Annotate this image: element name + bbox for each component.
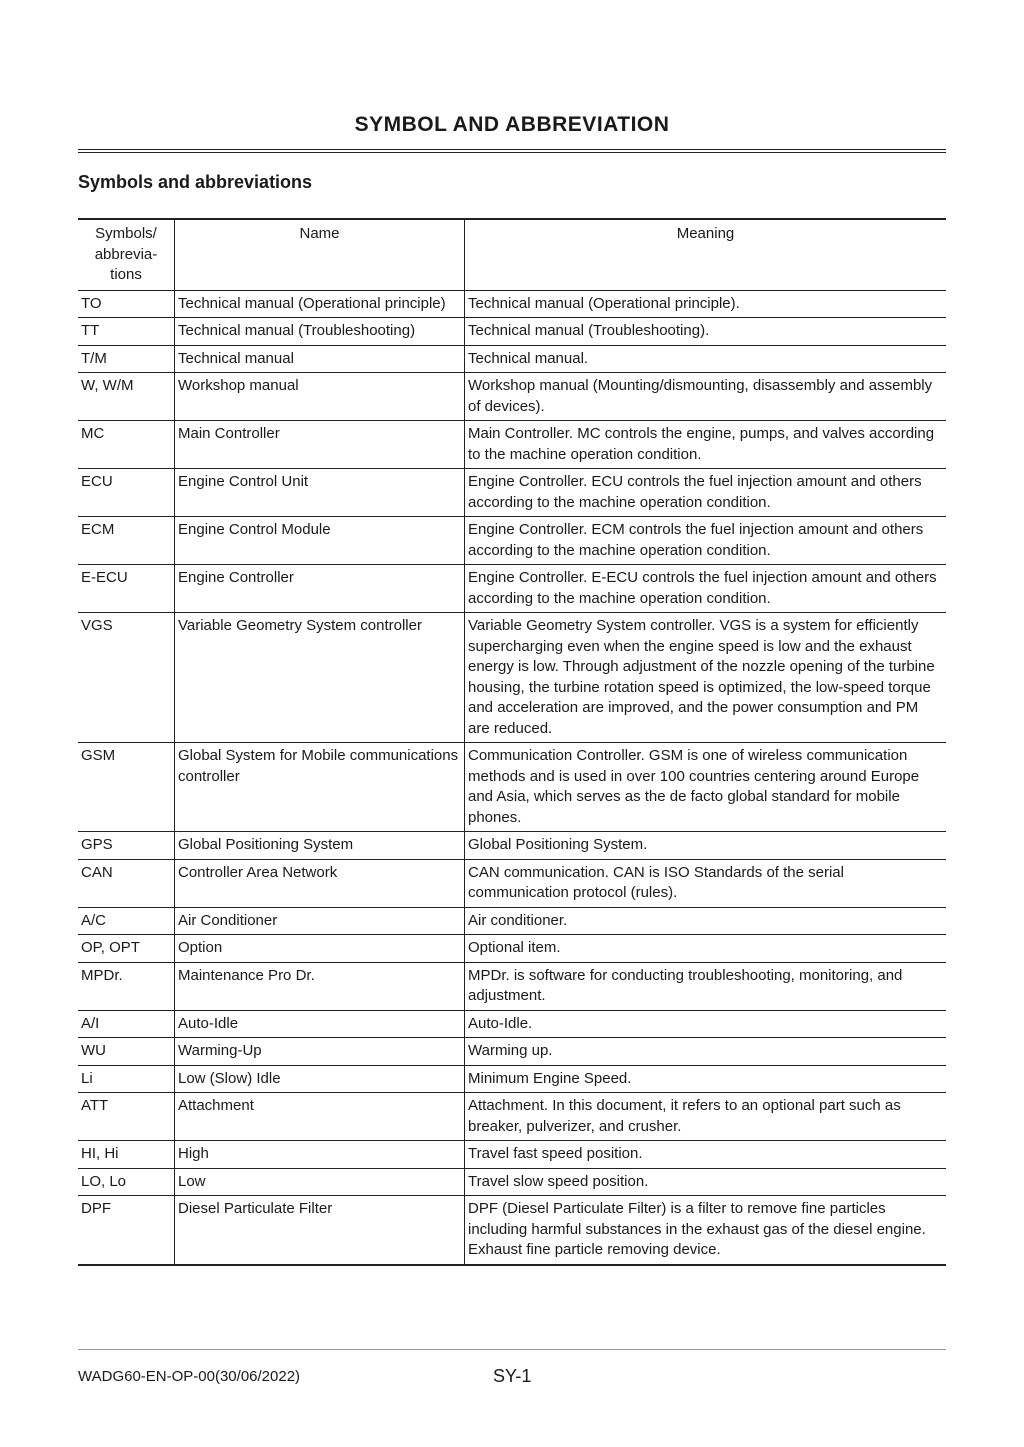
table-row	[78, 421, 946, 469]
cell-name: Low (Slow) Idle	[175, 1065, 465, 1093]
cell-name: Auto-Idle	[175, 1010, 465, 1038]
table-row	[78, 935, 946, 963]
cell-symbol: LO, Lo	[78, 1168, 175, 1196]
cell-meaning: DPF (Diesel Particulate Filter) is a filter to remove fine particles including harmful substances in the exhaust gas of the diesel engine. Exhaust fine particle removing device.	[465, 1196, 947, 1265]
cell-symbol: OP, OPT	[78, 935, 175, 963]
cell-symbol: ATT	[78, 1093, 175, 1141]
cell-symbol: W, W/M	[78, 373, 175, 421]
cell-name: Global System for Mobile communications controller	[175, 743, 465, 832]
cell-symbol: A/I	[78, 1010, 175, 1038]
cell-symbol: GPS	[78, 832, 175, 860]
cell-symbol: TT	[78, 318, 175, 346]
cell-symbol: WU	[78, 1038, 175, 1066]
table-row	[78, 469, 946, 517]
cell-name: Variable Geometry System controller	[175, 613, 465, 743]
cell-meaning: Technical manual (Troubleshooting).	[465, 318, 947, 346]
table-row	[78, 1168, 946, 1196]
page-title: SYMBOL AND ABBREVIATION	[354, 113, 670, 136]
page-number: SY-1	[493, 1366, 532, 1386]
cell-symbol: CAN	[78, 859, 175, 907]
cell-meaning: Global Positioning System.	[465, 832, 947, 860]
table-row	[78, 373, 946, 421]
table-row	[78, 743, 946, 832]
table-header-row	[78, 219, 946, 290]
cell-symbol: ECM	[78, 517, 175, 565]
cell-name: Global Positioning System	[175, 832, 465, 860]
cell-meaning: Warming up.	[465, 1038, 947, 1066]
table-row	[78, 517, 946, 565]
cell-symbol: GSM	[78, 743, 175, 832]
cell-symbol: A/C	[78, 907, 175, 935]
cell-meaning: Optional item.	[465, 935, 947, 963]
table-row	[78, 290, 946, 318]
cell-symbol: Li	[78, 1065, 175, 1093]
cell-name: Engine Controller	[175, 565, 465, 613]
cell-symbol: TO	[78, 290, 175, 318]
table-row	[78, 1038, 946, 1066]
cell-symbol: E-ECU	[78, 565, 175, 613]
table-row	[78, 859, 946, 907]
table-body	[78, 290, 946, 1265]
cell-meaning: Auto-Idle.	[465, 1010, 947, 1038]
cell-symbol: HI, Hi	[78, 1141, 175, 1169]
title-divider	[78, 149, 946, 153]
cell-name: Warming-Up	[175, 1038, 465, 1066]
abbreviation-table	[78, 218, 946, 1266]
cell-meaning: Technical manual (Operational principle).	[465, 290, 947, 318]
cell-name: Air Conditioner	[175, 907, 465, 935]
cell-name: Attachment	[175, 1093, 465, 1141]
cell-name: Engine Control Module	[175, 517, 465, 565]
cell-symbol: DPF	[78, 1196, 175, 1265]
cell-name: Diesel Particulate Filter	[175, 1196, 465, 1265]
table-row	[78, 1196, 946, 1265]
cell-meaning: MPDr. is software for conducting troubleshooting, monitoring, and adjustment.	[465, 962, 947, 1010]
footer-divider	[78, 1349, 946, 1350]
table-row	[78, 1065, 946, 1093]
cell-name: Main Controller	[175, 421, 465, 469]
cell-symbol: T/M	[78, 345, 175, 373]
cell-meaning: Main Controller. MC controls the engine, pumps, and valves according to the machine operation condition.	[465, 421, 947, 469]
section-heading: Symbols and abbreviations	[78, 172, 313, 192]
table-row	[78, 1010, 946, 1038]
cell-name: Controller Area Network	[175, 859, 465, 907]
cell-meaning: Workshop manual (Mounting/dismounting, disassembly and assembly of devices).	[465, 373, 947, 421]
cell-symbol: ECU	[78, 469, 175, 517]
cell-name: High	[175, 1141, 465, 1169]
cell-meaning: Engine Controller. ECU controls the fuel injection amount and others according to the machine operation condition.	[465, 469, 947, 517]
cell-meaning: Air conditioner.	[465, 907, 947, 935]
cell-meaning: CAN communication. CAN is ISO Standards of the serial communication protocol (rules).	[465, 859, 947, 907]
table-row	[78, 962, 946, 1010]
document-code: WADG60-EN-OP-00(30/06/2022)	[78, 1368, 301, 1385]
cell-meaning: Technical manual.	[465, 345, 947, 373]
cell-meaning: Travel fast speed position.	[465, 1141, 947, 1169]
cell-meaning: Engine Controller. ECM controls the fuel injection amount and others according to the machine operation condition.	[465, 517, 947, 565]
cell-name: Technical manual	[175, 345, 465, 373]
cell-name: Technical manual (Operational principle)	[175, 290, 465, 318]
cell-meaning: Minimum Engine Speed.	[465, 1065, 947, 1093]
cell-meaning: Travel slow speed position.	[465, 1168, 947, 1196]
cell-meaning: Communication Controller. GSM is one of wireless communication methods and is used in over 100 countries centering around Europe and Asia, which serves as the de facto global standard for mobile phones.	[465, 743, 947, 832]
cell-name: Engine Control Unit	[175, 469, 465, 517]
cell-meaning: Attachment. In this document, it refers to an optional part such as breaker, pulverizer, and crusher.	[465, 1093, 947, 1141]
column-header-meaning: Meaning	[465, 219, 947, 290]
cell-symbol: MPDr.	[78, 962, 175, 1010]
cell-symbol: MC	[78, 421, 175, 469]
table-row	[78, 345, 946, 373]
cell-meaning: Variable Geometry System controller. VGS is a system for efficiently supercharging even when the engine speed is low and the exhaust energy is low. Through adjustment of the nozzle opening of the turbine housing, the turbine rotation speed is optimized, the low-speed torque and acceleration are improved, and the power consumption and PM are reduced.	[465, 613, 947, 743]
cell-name: Workshop manual	[175, 373, 465, 421]
cell-name: Option	[175, 935, 465, 963]
column-header-symbol: Symbols/ abbrevia- tions	[78, 219, 175, 290]
cell-name: Maintenance Pro Dr.	[175, 962, 465, 1010]
column-header-name: Name	[175, 219, 465, 290]
cell-meaning: Engine Controller. E-ECU controls the fuel injection amount and others according to the machine operation condition.	[465, 565, 947, 613]
table-row	[78, 907, 946, 935]
table-row	[78, 832, 946, 860]
table-row	[78, 1093, 946, 1141]
cell-name: Low	[175, 1168, 465, 1196]
cell-name: Technical manual (Troubleshooting)	[175, 318, 465, 346]
table-row	[78, 613, 946, 743]
cell-symbol: VGS	[78, 613, 175, 743]
table-row	[78, 318, 946, 346]
table-row	[78, 1141, 946, 1169]
table-row	[78, 565, 946, 613]
